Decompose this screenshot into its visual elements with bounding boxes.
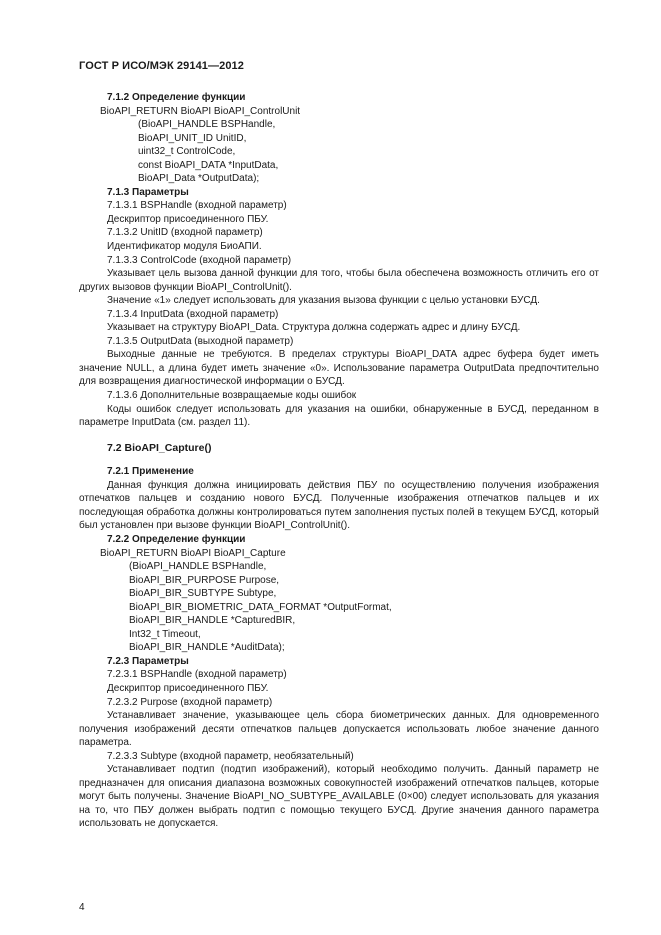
heading-7-2-2: 7.2.2 Определение функции	[107, 533, 246, 545]
code-line: BioAPI_BIR_BIOMETRIC_DATA_FORMAT *OutputFormat,	[129, 601, 392, 613]
param-heading: 7.2.3.3 Subtype (входной параметр, необязательный)	[107, 750, 354, 762]
param-heading: 7.2.3.1 BSPHandle (входной параметр)	[107, 669, 287, 681]
heading-7-1-3: 7.1.3 Параметры	[107, 186, 189, 198]
code-line: BioAPI_BIR_HANDLE *CapturedBIR,	[129, 615, 296, 627]
heading-7-2-3: 7.2.3 Параметры	[107, 655, 189, 667]
code-line: BioAPI_BIR_SUBTYPE Subtype,	[129, 588, 277, 600]
param-heading: 7.1.3.3 ControlCode (входной параметр)	[107, 254, 292, 266]
code-line: BioAPI_RETURN BioAPI BioAPI_Capture	[100, 547, 286, 559]
paragraph: Указывает цель вызова данной функции для того, чтобы была обеспечена возможность отличить его от других вызовов функции BioAPI_ControlUnit().	[79, 268, 599, 293]
paragraph: Устанавливает подтип (подтип изображений), который необходимо получить. Данный параметр не предназначен для описания диапазона возможных совокупностей изображений отпечатков пальцев, которые могут быть получены. Значение BioAPI_NO_SUBTYPE_AVAILABLE (0×00) следует использовать для указания на то, что ПБУ должен выбрать подтип с помощью текущего БУСД. Другие значения данного параметра использовать не допускается.	[79, 764, 599, 830]
code-line: const BioAPI_DATA *InputData,	[138, 159, 279, 171]
paragraph: Выходные данные не требуются. В пределах структуры BioAPI_DATA адрес буфера будет иметь значение NULL, а длина будет иметь значение «0». Использование параметра OutputData предпочтительно для возвращения диагностической информации о БУСД.	[79, 349, 599, 388]
paragraph: Дескриптор присоединенного ПБУ.	[107, 682, 269, 694]
param-heading: 7.1.3.6 Дополнительные возвращаемые коды ошибок	[107, 390, 357, 402]
param-heading: 7.1.3.5 OutputData (выходной параметр)	[107, 335, 294, 347]
paragraph: Идентификатор модуля БиоАПИ.	[107, 241, 262, 253]
param-heading: 7.1.3.2 UnitID (входной параметр)	[107, 227, 263, 239]
document-header: ГОСТ Р ИСО/МЭК 29141—2012	[79, 60, 244, 72]
code-line: uint32_t ControlCode,	[138, 146, 236, 158]
document-body	[79, 91, 599, 831]
code-line: BioAPI_UNIT_ID UnitID,	[138, 132, 247, 144]
code-line: BioAPI_BIR_PURPOSE Purpose,	[129, 574, 280, 586]
paragraph: Указывает на структуру BioAPI_Data. Структура должна содержать адрес и длину БУСД.	[107, 322, 521, 334]
code-line: BioAPI_RETURN BioAPI BioAPI_ControlUnit	[100, 105, 301, 117]
param-heading: 7.2.3.2 Purpose (входной параметр)	[107, 696, 273, 708]
page-number: 4	[79, 902, 85, 913]
param-heading: 7.1.3.4 InputData (входной параметр)	[107, 308, 279, 320]
code-line: BioAPI_BIR_HANDLE *AuditData);	[129, 642, 285, 654]
paragraph: Данная функция должна инициировать действия ПБУ по осуществлению получения изображения отпечатков пальцев и созданию нового БУСД. Полученные изображения отпечатков пальцев и их последующая обработка должны контролироваться путем заполнения пустых полей в текущем БУСД, который был установлен при вызове функции BioAPI_ControlUnit().	[79, 479, 599, 532]
code-line: Int32_t Timeout,	[129, 628, 201, 640]
paragraph: Коды ошибок следует использовать для указания на ошибки, обнаруженные в БУСД, переданном в параметре InputData (см. раздел 11).	[79, 403, 599, 429]
heading-7-2-1: 7.2.1 Применение	[107, 466, 194, 478]
code-line: (BioAPI_HANDLE BSPHandle,	[129, 561, 267, 573]
code-line: BioAPI_Data *OutputData);	[138, 173, 260, 185]
code-line: (BioAPI_HANDLE BSPHandle,	[138, 119, 276, 131]
paragraph: Устанавливает значение, указывающее цель сбора биометрических данных. Для одновременного получения изображений десяти отпечатков пальцев допускается использовать любое значение данного параметра.	[79, 710, 599, 749]
heading-7-1-2: 7.1.2 Определение функции	[107, 92, 246, 103]
paragraph: Значение «1» следует использовать для указания вызова функции с целью установки БУСД.	[107, 295, 540, 307]
paragraph: Дескриптор присоединенного ПБУ.	[107, 213, 269, 225]
param-heading: 7.1.3.1 BSPHandle (входной параметр)	[107, 200, 287, 212]
section-heading-7-2: 7.2 BioAPI_Capture()	[107, 441, 212, 454]
